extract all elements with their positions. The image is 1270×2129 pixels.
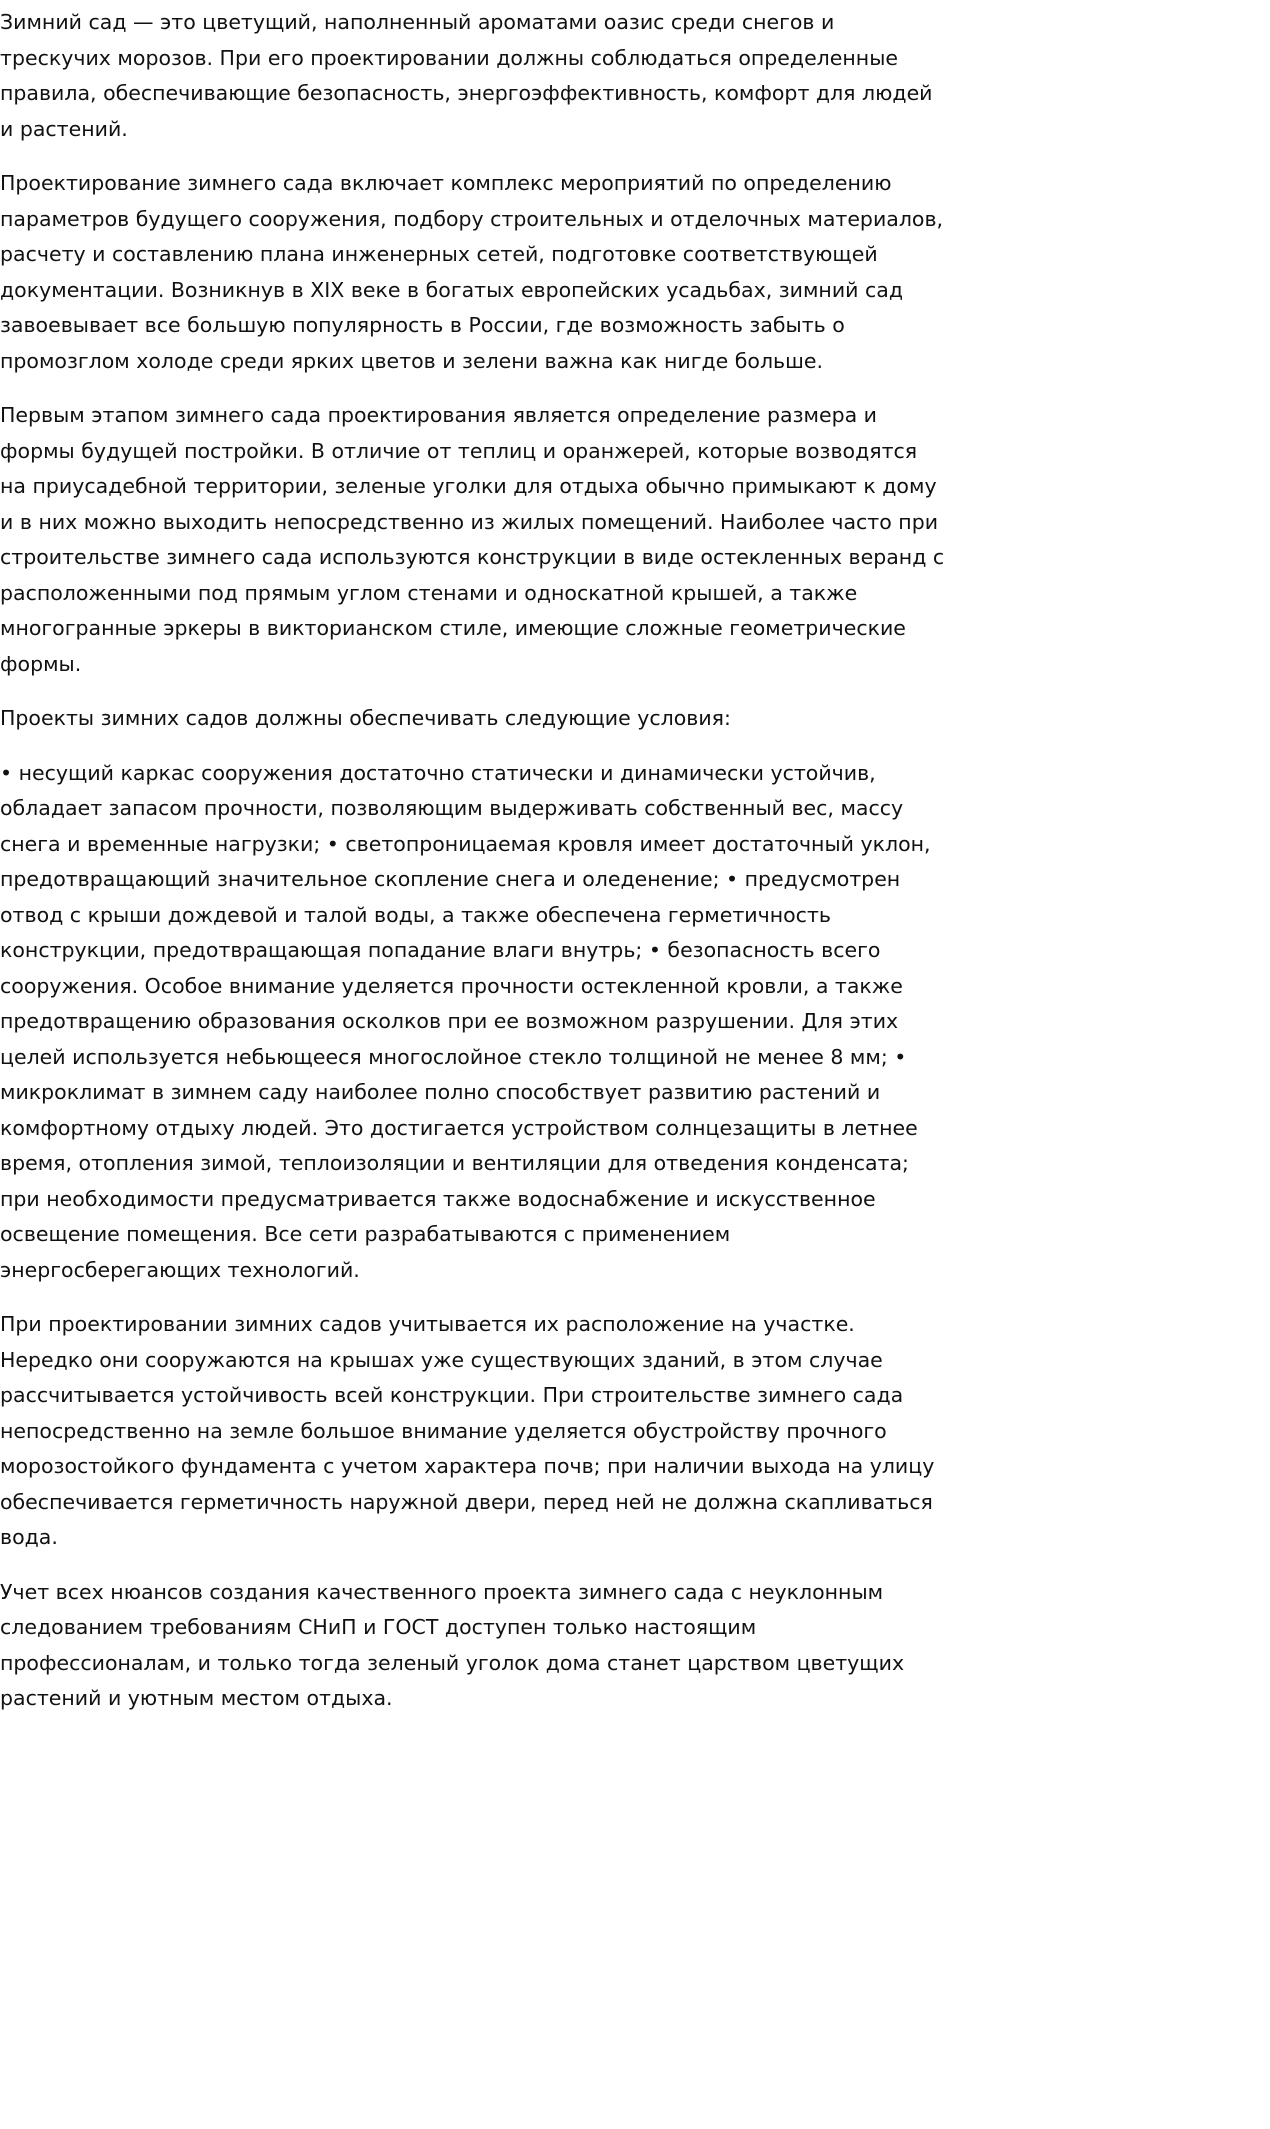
paragraph-requirements-list: • несущий каркас сооружения достаточно статически и динамически устойчив, обладает запасом прочности, позволяющим выдерживать собственный вес, массу снега и временные нагрузки; • светопроницаемая кровля имеет достаточный уклон, предотвращающий значительное скопление снега и оледенение; • предусмотрен отвод с крыши дождевой и талой воды, а также обеспечена герметичность конструкции, предотвращающая попадание влаги внутрь; • безопасность всего сооружения. Особое внимание уделяется прочности остекленной кровли, а также предотвращению образования осколков при ее возможном разрушении. Для этих целей используется небьющееся многослойное стекло толщиной не менее 8 мм; • микроклимат в зимнем саду наиболее полно способствует развитию растений и комфортному отдыху людей. Это достигается устройством солнцезащиты в летнее время, отопления зимой, теплоизоляции и вентиляции для отведения конденсата; при необходимости предусматривается также водоснабжение и искусственное освещение помещения. Все сети разрабатываются с применением энергосберегающих технологий. (0, 760, 931, 1282)
paragraph-intro: Зимний сад — это цветущий, наполненный ароматами оазис среди снегов и трескучих морозов. При его проектировании должны соблюдаться определенные правила, обеспечивающие безопасность, энергоэффективность, комфорт для людей и растений. (0, 10, 933, 141)
paragraph-design-overview: Проектирование зимнего сада включает комплекс мероприятий по определению параметров будущего сооружения, подбору строительных и отделочных материалов, расчету и составлению плана инженерных сетей, подготовке соответствующей документации. Возникнув в XIX веке в богатых европейских усадьбах, зимний сад завоевывает все большую популярность в России, где возможность забыть о промозглом холоде среди ярких цветов и зелени важна как нигде больше. (0, 171, 944, 373)
paragraph-requirements-intro: Проекты зимних садов должны обеспечивать следующие условия: (0, 706, 731, 730)
article-body (0, 5, 945, 1717)
paragraph-conclusion: Учет всех нюансов создания качественного проекта зимнего сада с неуклонным следованием требованиям СНиП и ГОСТ доступен только настоящим профессионалам, и только тогда зеленый уголок дома станет царством цветущих растений и уютным местом отдыха. (0, 1579, 905, 1710)
paragraph-first-stage: Первым этапом зимнего сада проектирования является определение размера и формы будущей постройки. В отличие от теплиц и оранжерей, которые возводятся на приусадебной территории, зеленые уголки для отдыха обычно примыкают к дому и в них можно выходить непосредственно из жилых помещений. Наиболее часто при строительстве зимнего сада используются конструкции в виде остекленных веранд с расположенными под прямым углом стенами и односкатной крышей, а также многогранные эркеры в викторианском стиле, имеющие сложные геометрические формы. (0, 403, 945, 676)
paragraph-location: При проектировании зимних садов учитывается их расположение на участке. Нередко они сооружаются на крышах уже существующих зданий, в этом случае рассчитывается устойчивость всей конструкции. При строительстве зимнего сада непосредственно на земле большое внимание уделяется обустройству прочного морозостойкого фундамента с учетом характера почв; при наличии выхода на улицу обеспечивается герметичность наружной двери, перед ней не должна скапливаться вода. (0, 1312, 935, 1549)
